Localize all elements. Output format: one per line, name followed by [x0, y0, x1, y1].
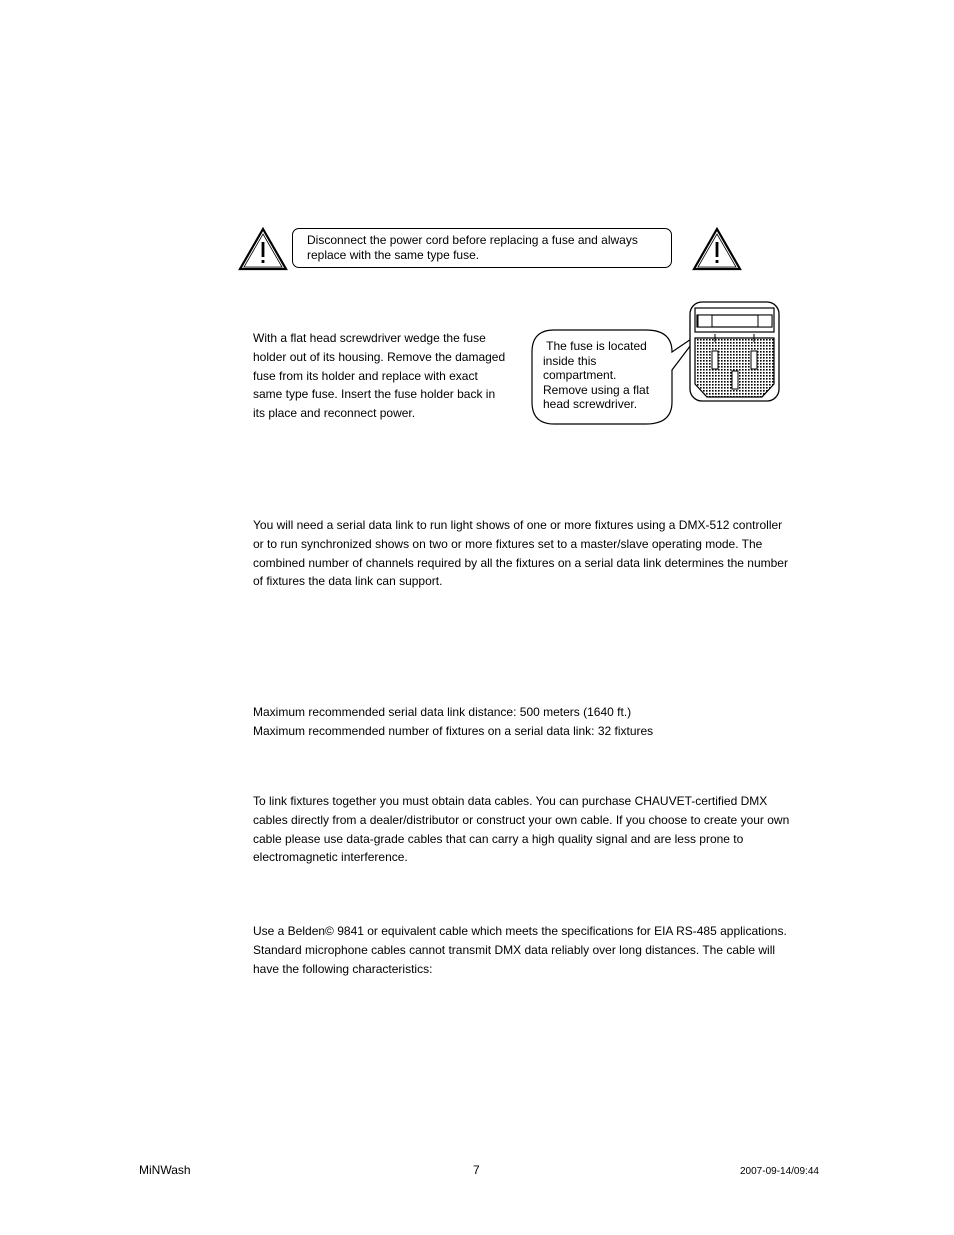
callout-line: The fuse is located	[543, 339, 647, 353]
fuse-instructions	[253, 329, 528, 423]
data-link-limits	[253, 703, 818, 741]
cable-spec-line: have the following characteristics:	[253, 961, 433, 976]
callout-line: Remove using a flat	[543, 382, 650, 397]
fuse-instructions-line: holder out of its housing. Remove the damaged	[253, 349, 506, 364]
data-cables-paragraph	[253, 792, 818, 867]
data-link-intro-line: You will need a serial data link to run light shows of one or more fixtures using a DMX-512 controller	[253, 518, 783, 532]
power-inlet-fuse-diagram	[688, 300, 782, 404]
data-link-intro-line: or to run synchronized shows on two or more fixtures set to a master/slave operating mode. The	[253, 536, 763, 551]
data-cables-line: cable please use data-grade cables that can carry a high quality signal and are less prone to	[253, 831, 744, 846]
max-fixtures-text: Maximum recommended number of fixtures on a serial data link: 32 fixtures	[253, 723, 654, 738]
footer-page-number: 7	[473, 1163, 480, 1177]
footer-timestamp: 2007-09-14/09:44	[740, 1166, 819, 1177]
max-distance-text: Maximum recommended serial data link distance: 500 meters (1640 ft.)	[253, 705, 632, 719]
warning-text-line1: Disconnect the power cord before replacing a fuse and always	[307, 233, 638, 247]
data-link-intro	[253, 516, 818, 591]
fuse-instructions-line: fuse from its holder and replace with exact	[253, 368, 478, 383]
cable-spec-line: Use a Belden© 9841 or equivalent cable which meets the specifications for EIA RS-485 applications.	[253, 924, 787, 938]
footer-product-name: MiNWash	[139, 1163, 191, 1177]
callout-line: compartment.	[543, 368, 617, 382]
data-cables-line: To link fixtures together you must obtain data cables. You can purchase CHAUVET-certified DMX	[253, 794, 768, 808]
warning-text-line2: replace with the same type fuse.	[307, 247, 480, 262]
callout-line: head screwdriver.	[543, 397, 638, 411]
warning-box	[292, 228, 672, 268]
warning-triangle-icon	[692, 227, 742, 271]
cable-spec-line: Standard microphone cables cannot transmit DMX data reliably over long distances. The cable will	[253, 942, 776, 957]
data-cables-line: cables directly from a dealer/distributor or construct your own cable. If you choose to create your own	[253, 812, 790, 827]
data-link-intro-line: combined number of channels required by all the fixtures on a serial data link determines the number	[253, 555, 788, 570]
callout-line: inside this	[543, 353, 597, 368]
data-cables-line: electromagnetic interference.	[253, 850, 408, 865]
fuse-instructions-line: its place and reconnect power.	[253, 406, 416, 421]
cable-spec-paragraph	[253, 922, 818, 978]
fuse-instructions-line: same type fuse. Insert the fuse holder back in	[253, 387, 496, 402]
warning-triangle-icon	[238, 227, 288, 271]
data-link-intro-line: of fixtures the data link can support.	[253, 574, 443, 589]
callout-text	[543, 339, 671, 412]
fuse-instructions-line: With a flat head screwdriver wedge the fuse	[253, 331, 486, 345]
